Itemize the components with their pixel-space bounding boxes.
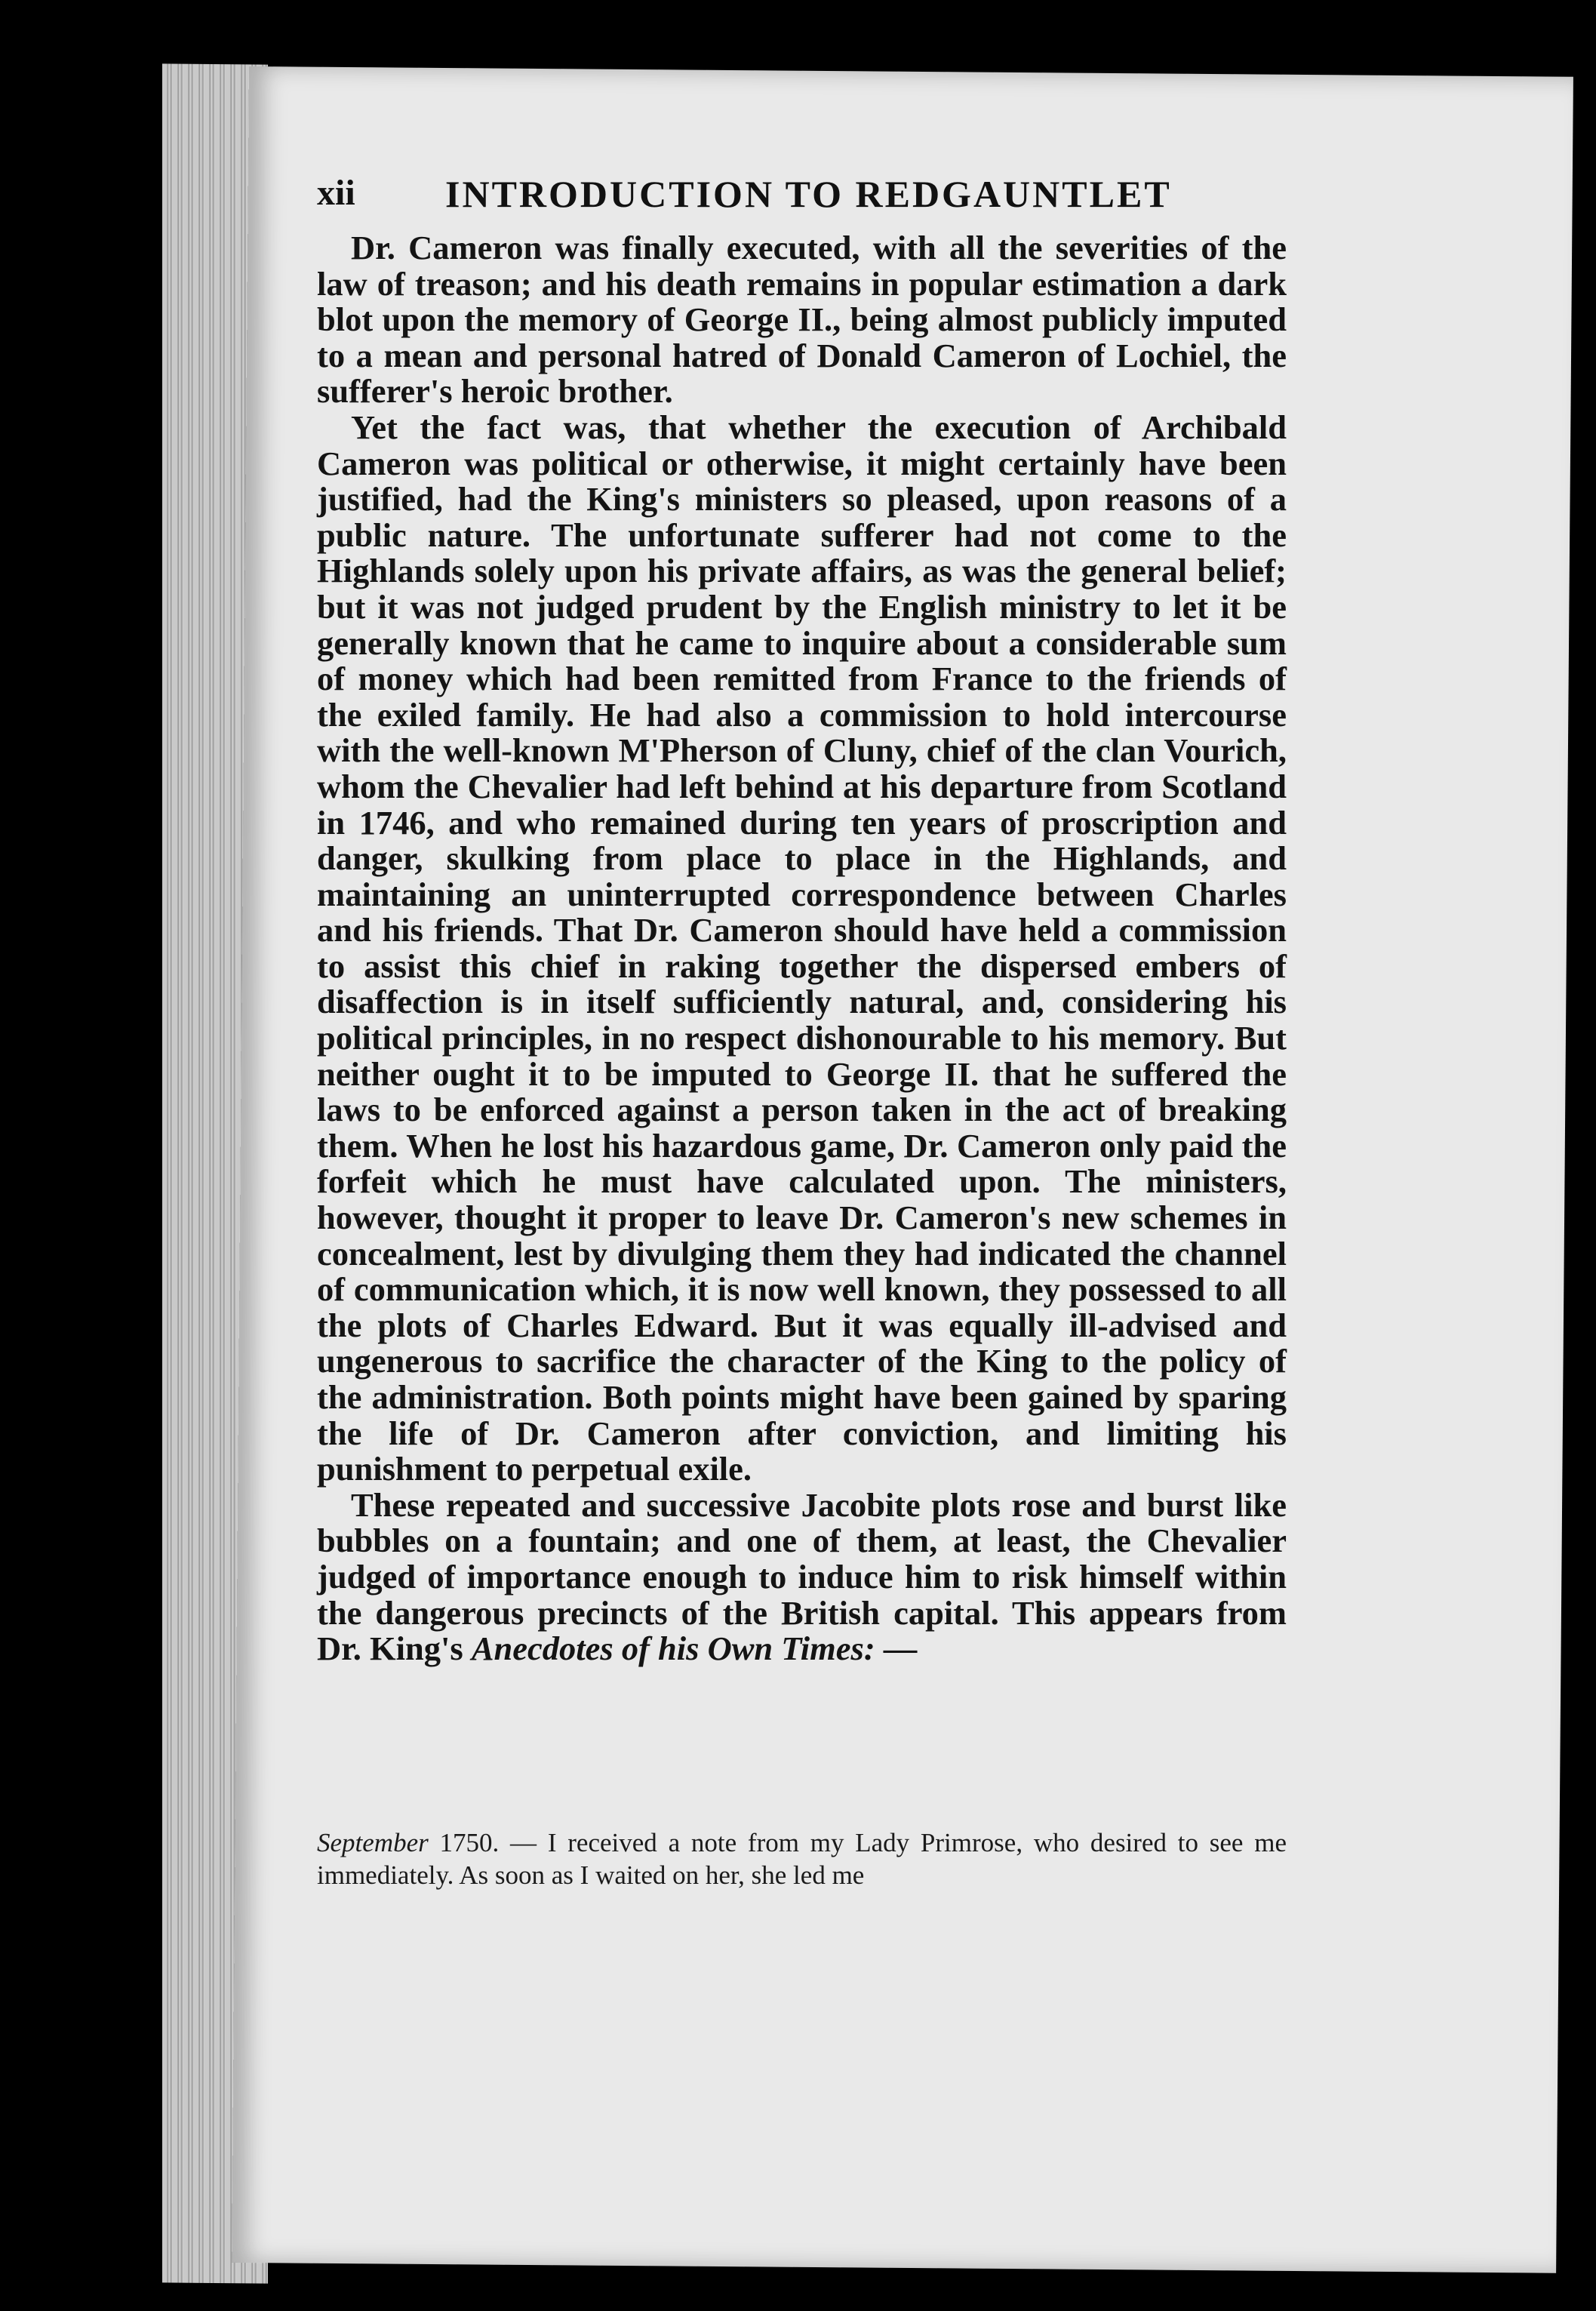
extract-date-italic: September — [317, 1828, 429, 1857]
body-text — [317, 230, 1287, 1667]
page-header — [317, 172, 1245, 232]
paragraph-3-dash: — — [875, 1629, 918, 1668]
book-title-italic: Anecdotes of his Own Times: — [471, 1629, 875, 1668]
paragraph-3-text: These repeated and successive Jacobite plots rose and burst like bubbles on a fountain; and one of them, at least, the Chevalier judged of importance enough to induce him to risk himself within the dangerous precincts of the British capital. This appears from Dr. King's — [317, 1485, 1287, 1668]
extract-text: 1750. — I received a note from my Lady Primrose, who desired to see me immediately. As soon as I waited on her, she led me — [317, 1828, 1287, 1890]
extract-quotation — [317, 1826, 1287, 1891]
page-number: xii — [317, 173, 355, 213]
paragraph-2: Yet the fact was, that whether the execution of Archibald Cameron was political or otherwise, it might certainly have been justified, had the King's ministers so pleased, upon reasons of a public nature. The unfortunate sufferer had not come to the Highlands solely upon his private affairs, as was the general belief; but it was not judged prudent by the English ministry to let it be generally known that he came to inquire about a considerable sum of money which had been remitted from France to the friends of the exiled family. He had also a commission to hold intercourse with the well-known M'Pherson of Cluny, chief of the clan Vourich, whom the Chevalier had left behind at his departure from Scotland in 1746, and who remained during ten years of proscription and danger, skulking from place to place in the Highlands, and maintaining an uninterrupted correspondence between Charles and his friends. That Dr. Cameron should have held a commission to assist this chief in raking together the dispersed embers of disaffection is in itself sufficiently natural, and, considering his political principles, in no respect dishonourable to his memory. But neither ought it to be imputed to George II. that he suffered the laws to be enforced against a person taken in the act of breaking them. When he lost his hazardous game, Dr. Cameron only paid the forfeit which he must have calculated upon. The ministers, however, thought it proper to leave Dr. Cameron's new schemes in concealment, lest by divulging them they had indicated the channel of communication which, it is now well known, they possessed to all the plots of Charles Edward. But it was equally ill-advised and ungenerous to sacrifice the character of the King to the policy of the administration. Both points might have been gained by sparing the life of Dr. Cameron after conviction, and limiting his punishment to perpetual exile. — [317, 408, 1287, 1488]
running-title: INTRODUCTION TO REDGAUNTLET — [445, 173, 1172, 215]
paragraph-3 — [317, 1485, 1287, 1668]
paragraph-1: Dr. Cameron was finally executed, with all the severities of the law of treason; and his death remains in popular estimation a dark blot upon the memory of George II., being almost publicly imputed to a mean and personal hatred of Donald Cameron of Lochiel, the sufferer's heroic brother. — [317, 229, 1287, 411]
